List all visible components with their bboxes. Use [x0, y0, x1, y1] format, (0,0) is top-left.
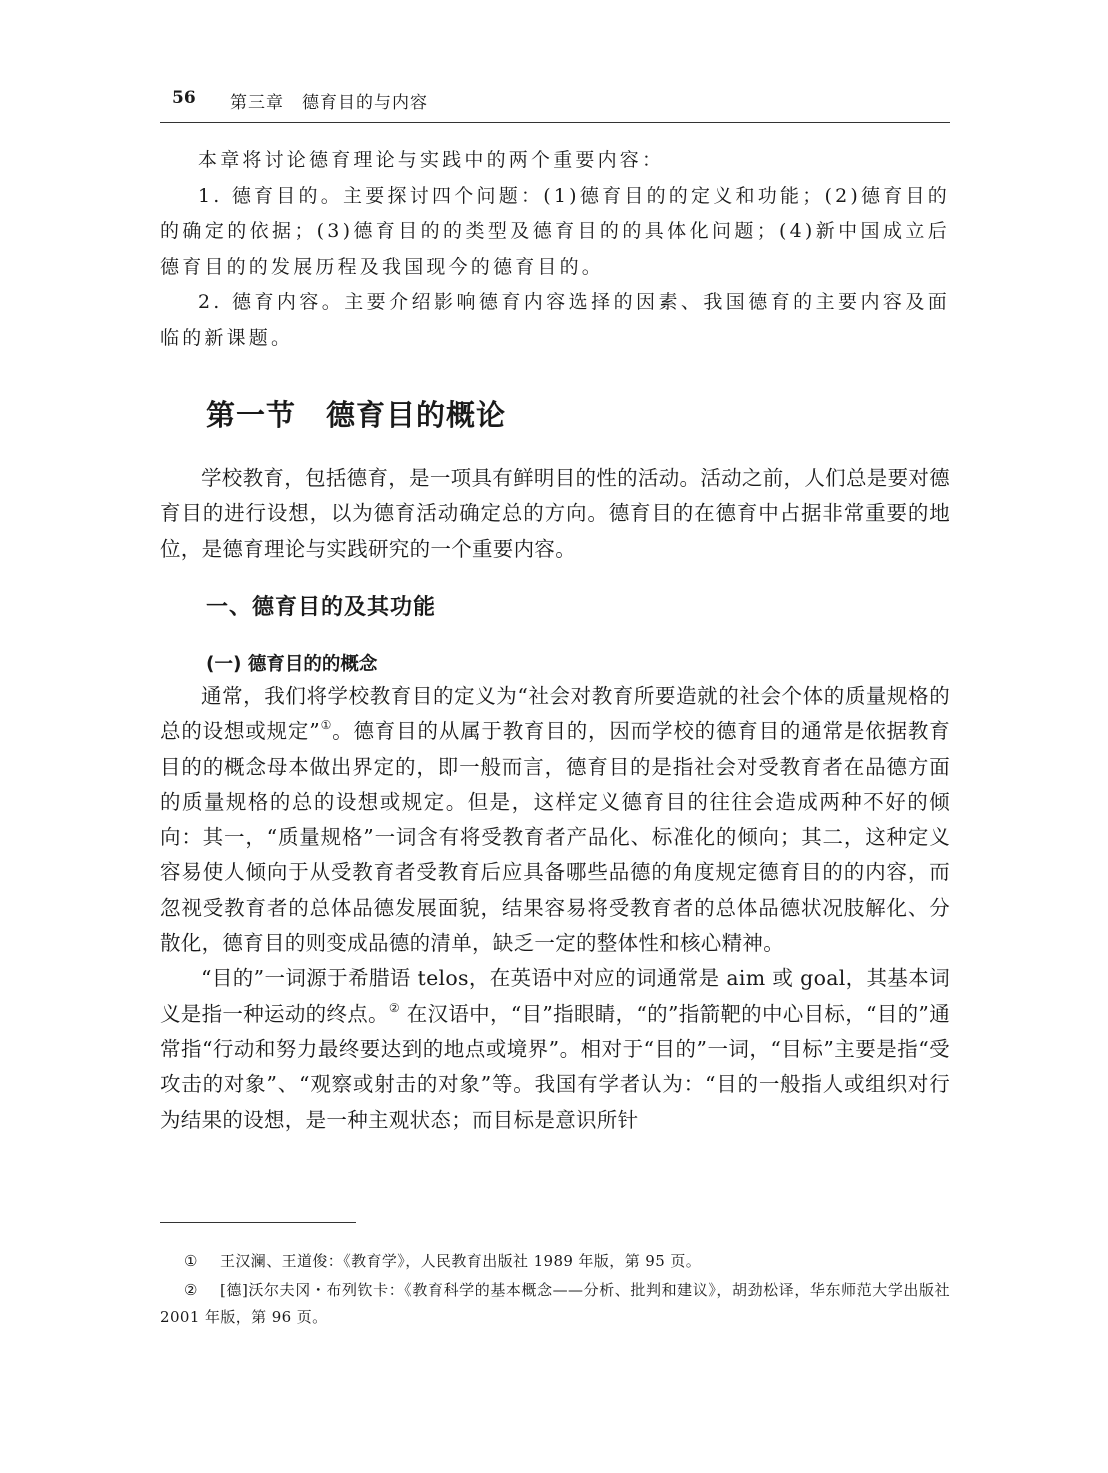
footnote-2-text: [德]沃尔夫冈・布列钦卡：《教育科学的基本概念——分析、批判和建议》，胡劲松译，华东师范大学出版社 2001 年版，第 96 页。	[160, 1281, 950, 1326]
intro-item-2: 2. 德育内容。主要介绍影响德育内容选择的因素、我国德育的主要内容及面临的新课题。	[160, 291, 950, 349]
page-number: 56	[172, 88, 196, 108]
footnote-divider	[160, 1222, 356, 1223]
intro-lead: 本章将讨论德育理论与实践中的两个重要内容：	[198, 149, 665, 171]
section-intro	[160, 461, 950, 567]
section-title: 德育目的概论	[326, 398, 507, 432]
body-paragraph-1	[160, 679, 950, 961]
footnote-1	[160, 1248, 950, 1275]
footnote-1-text: 王汉澜、王道俊：《教育学》，人民教育出版社 1989 年版，第 95 页。	[220, 1252, 702, 1270]
chapter-intro	[160, 143, 950, 356]
section-intro-paragraph: 学校教育，包括德育，是一项具有鲜明目的性的活动。活动之前，人们总是要对德育目的进行设想，以为德育活动确定总的方向。德育目的在德育中占据非常重要的地位，是德育理论与实践研究的一个重要内容。	[160, 466, 950, 561]
section-number: 第一节	[206, 398, 297, 432]
body-paragraph-2-part-1: “目的”一词源于希腊语 telos，在英语中对应的词通常是 aim 或 goal，其基本词义是指一种运动的终点。	[160, 966, 950, 1026]
intro-item-1: 1. 德育目的。主要探讨四个问题：(1)德育目的的定义和功能；(2)德育目的的确定的依据；(3)德育目的的类型及德育目的的具体化问题；(4)新中国成立后德育目的的发展历程及我国现今的德育目的。	[160, 184, 950, 278]
body-paragraph-1-part-2: 。德育目的从属于教育目的，因而学校的德育目的通常是依据教育目的的概念母本做出界定的，即一般而言，德育目的是指社会对受教育者在品德方面的质量规格的总的设想或规定。但是，这样定义德育目的往往会造成两种不好的倾向：其一，“质量规格”一词含有将受教育者产品化、标准化的倾向；其二，这种定义容易使人倾向于从受教育者受教育后应具备哪些品德的角度规定德育目的的内容，而忽视受教育者的总体品德发展面貌，结果容易将受教育者的总体品德状况肢解化、分散化，德育目的则变成品德的清单，缺乏一定的整体性和核心精神。	[160, 719, 950, 956]
running-title: 第三章 德育目的与内容	[230, 93, 428, 113]
subsection-heading: 一、德育目的及其功能	[206, 595, 437, 620]
subsubsection-heading: (一) 德育目的的概念	[206, 654, 378, 675]
footnote-2-mark: ②	[184, 1281, 198, 1299]
body-paragraph-2	[160, 961, 950, 1137]
footnote-1-mark: ①	[184, 1252, 198, 1270]
body-paragraph-2-part-2: 在汉语中，“目”指眼睛，“的”指箭靶的中心目标，“目的”通常指“行动和努力最终要达到的地点或境界”。相对于“目的”一词，“目标”主要是指“受攻击的对象”、“观察或射击的对象”等。我国有学者认为：“目的一般指人或组织对行为结果的设想，是一种主观状态；而目标是意识所针	[160, 1001, 950, 1132]
body-paragraph-1-part-1: 通常，我们将学校教育目的定义为“社会对教育所要造就的社会个体的质量规格的总的设想或规定”	[160, 684, 950, 744]
footnote-ref-2[interactable]: ②	[388, 1000, 400, 1015]
footnote-ref-1[interactable]: ①	[320, 718, 333, 733]
section-heading	[206, 393, 506, 434]
body-text	[160, 679, 950, 1138]
footnote-2	[160, 1277, 950, 1331]
running-header	[160, 88, 950, 123]
